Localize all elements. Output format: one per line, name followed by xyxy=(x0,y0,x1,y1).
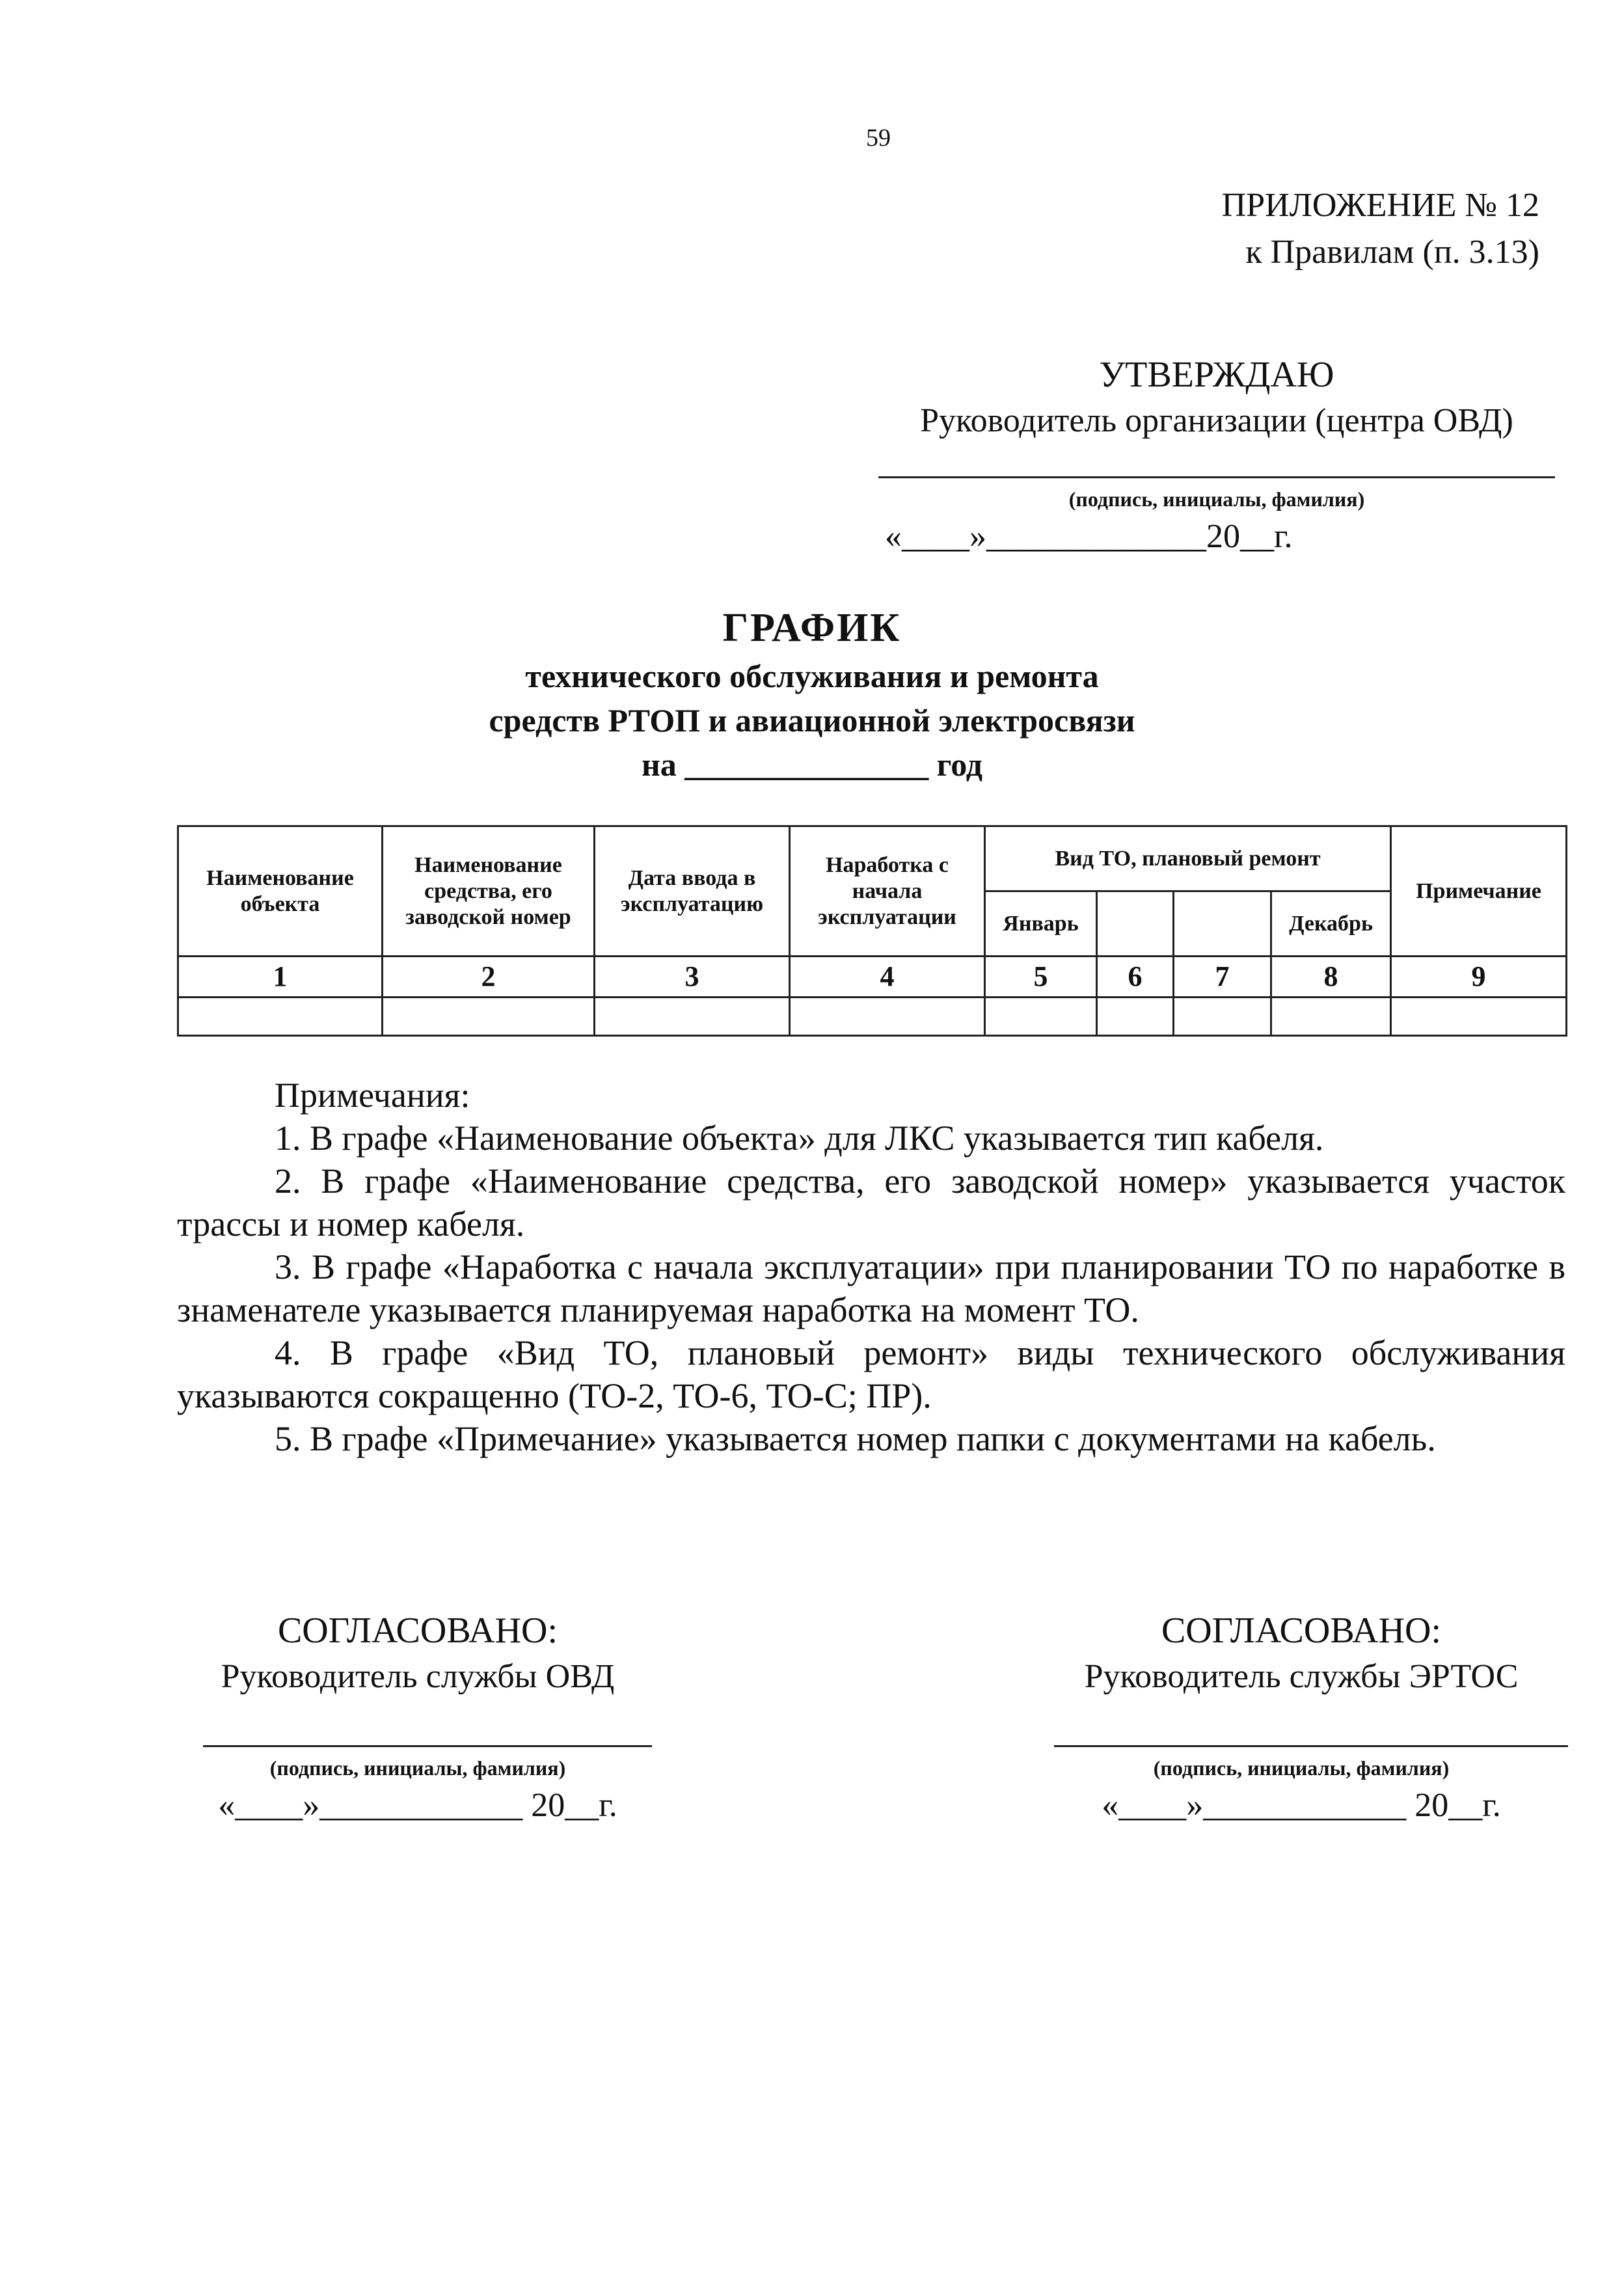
column-number: 1 xyxy=(178,957,383,998)
column-number: 9 xyxy=(1391,957,1567,998)
appendix-number: ПРИЛОЖЕНИЕ № 12 xyxy=(1221,187,1539,224)
page-number: 59 xyxy=(866,124,891,152)
document-subtitle-line-1: технического обслуживания и ремонта xyxy=(525,658,1099,694)
table-cell[interactable] xyxy=(1174,998,1271,1036)
agreement-right-position: Руководитель службы ЭРТОС xyxy=(1084,1658,1519,1695)
table-cell[interactable] xyxy=(985,998,1097,1036)
header-object-name: Наименование объекта xyxy=(178,826,383,957)
table-cell[interactable] xyxy=(178,998,383,1036)
schedule-table xyxy=(177,825,1567,1037)
note-item: 3. В графе «Наработка с начала эксплуатации» при планировании ТО по наработке в знаменателе указывается планируемая наработка на момент ТО. xyxy=(177,1247,1565,1329)
column-number: 7 xyxy=(1174,957,1271,998)
table-header-row xyxy=(178,826,1567,891)
header-remarks: Примечание xyxy=(1391,826,1567,957)
agreement-right-signature-caption: (подпись, инициалы, фамилия) xyxy=(1153,1756,1450,1780)
header-maintenance-type: Вид ТО, плановый ремонт xyxy=(985,826,1391,891)
column-number: 5 xyxy=(985,957,1097,998)
agreement-left-position: Руководитель службы ОВД xyxy=(221,1658,615,1695)
header-january: Январь xyxy=(985,891,1097,957)
header-month-blank-2 xyxy=(1174,891,1271,957)
column-number: 8 xyxy=(1271,957,1391,998)
column-number-row xyxy=(178,957,1567,998)
header-commissioning-date: Дата ввода в эксплуатацию xyxy=(595,826,790,957)
document-title: ГРАФИК xyxy=(722,606,902,650)
note-item: 5. В графе «Примечание» указывается номер папки с документами на кабель. xyxy=(275,1419,1436,1458)
table-cell[interactable] xyxy=(1097,998,1174,1036)
agreement-left-block xyxy=(177,1607,658,1828)
table-cell[interactable] xyxy=(1271,998,1391,1036)
approval-position: Руководитель организации (центра ОВД) xyxy=(920,402,1513,439)
document-subtitle-line-2: средств РТОП и авиационной электросвязи xyxy=(489,702,1135,739)
approval-signature-caption: (подпись, инициалы, фамилия) xyxy=(1068,487,1365,511)
approval-signature-line[interactable] xyxy=(878,476,1555,478)
header-equipment-name: Наименование средства, его заводской номер xyxy=(383,826,595,957)
header-december: Декабрь xyxy=(1271,891,1391,957)
header-month-blank-1 xyxy=(1097,891,1174,957)
table-cell[interactable] xyxy=(595,998,790,1036)
agreement-left-signature-line[interactable] xyxy=(203,1745,652,1747)
note-item: 1. В графе «Наименование объекта» для ЛКС указывается тип кабеля. xyxy=(275,1119,1324,1158)
note-item: 2. В графе «Наименование средства, его заводской номер» указывается участок трассы и номер кабеля. xyxy=(177,1161,1565,1243)
agreement-left-date-line[interactable]: «____»____________ 20__г. xyxy=(218,1787,617,1824)
notes-section xyxy=(177,1074,1565,1460)
agreement-right-block xyxy=(1041,1607,1562,1828)
note-item: 4. В графе «Вид ТО, плановый ремонт» виды технического обслуживания указываются сокращенно (ТО-2, ТО-6, ТО-С; ПР). xyxy=(177,1333,1565,1415)
approval-block xyxy=(865,351,1568,560)
approval-title: УТВЕРЖДАЮ xyxy=(1099,355,1334,395)
agreement-right-date-line[interactable]: «____»____________ 20__г. xyxy=(1102,1787,1501,1824)
agreement-right-signature-line[interactable] xyxy=(1054,1745,1568,1747)
table-row xyxy=(178,998,1567,1036)
agreement-right-title: СОГЛАСОВАНО: xyxy=(1161,1610,1442,1651)
header-operating-time: Наработка с начала эксплуатации xyxy=(790,826,985,957)
appendix-reference xyxy=(1084,182,1539,276)
appendix-rules-reference: к Правилам (п. 3.13) xyxy=(1245,234,1539,271)
table-cell[interactable] xyxy=(1391,998,1567,1036)
column-number: 3 xyxy=(595,957,790,998)
notes-heading: Примечания: xyxy=(275,1076,470,1115)
column-number: 4 xyxy=(790,957,985,998)
column-number: 2 xyxy=(383,957,595,998)
agreement-left-title: СОГЛАСОВАНО: xyxy=(277,1610,558,1651)
column-number: 6 xyxy=(1097,957,1174,998)
table-cell[interactable] xyxy=(383,998,595,1036)
document-year-line[interactable]: на _______________ год xyxy=(641,746,983,783)
table-cell[interactable] xyxy=(790,998,985,1036)
agreement-left-signature-caption: (подпись, инициалы, фамилия) xyxy=(269,1756,566,1780)
approval-date-line[interactable]: «____»_____________20__г. xyxy=(885,518,1293,555)
